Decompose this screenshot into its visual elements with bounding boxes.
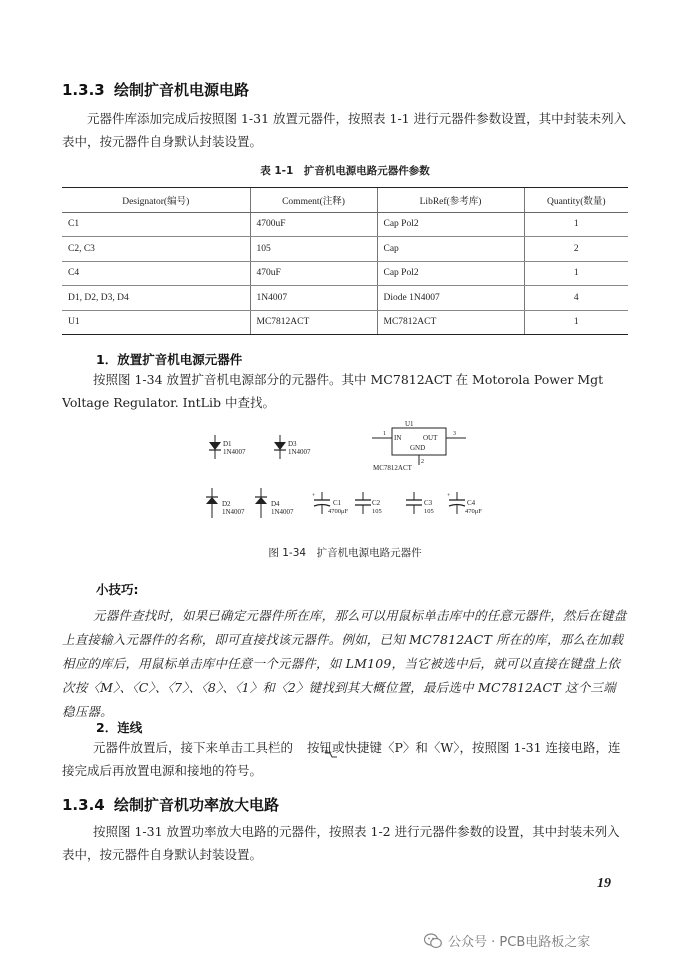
tip-paragraph: 元器件查找时，如果已确定元器件所在库，那么可以用鼠标单击库中的任意元器件，然后在键盘上直接输入元器件的名称，即可直接找该元器件。例如，已知 MC7812ACT 所在的库，那么在加载相应的库后，用鼠标单击库中任意一个元器件，如 LM109，当它被选中后，就可以直接在键盘上依次按〈M〉、〈C〉、〈7〉、〈8〉、〈1〉和〈2〉键找到其大概位置，最后选中 MC7812ACT 这个三端稳压器。 bbox=[62, 608, 627, 719]
header-quantity: Quantity(数量) bbox=[524, 188, 628, 213]
cell-comment: MC7812ACT bbox=[250, 310, 377, 335]
section-heading-1-3-3 bbox=[62, 79, 249, 100]
step2-title: 2．连线 bbox=[96, 720, 143, 735]
step1-title: 1．放置扩音机电源元器件 bbox=[96, 352, 243, 367]
d4-value: 1N4007 bbox=[271, 508, 294, 516]
u1-out-label: OUT bbox=[423, 434, 438, 442]
diode-d4 bbox=[255, 488, 294, 518]
u1-in-label: IN bbox=[394, 434, 402, 442]
watermark bbox=[424, 931, 590, 950]
table-row bbox=[62, 286, 628, 311]
capacitor-c3 bbox=[406, 492, 434, 515]
component-parameter-table bbox=[62, 187, 628, 335]
cell-quantity: 4 bbox=[524, 286, 628, 311]
cell-comment: 1N4007 bbox=[250, 286, 377, 311]
cell-designator: C2, C3 bbox=[62, 237, 250, 262]
header-designator: Designator(编号) bbox=[62, 188, 250, 213]
section-number: 1.3.3 bbox=[62, 81, 105, 99]
cell-libref: Diode 1N4007 bbox=[377, 286, 524, 311]
d1-ref: D1 bbox=[223, 440, 232, 448]
svg-text:+: + bbox=[447, 493, 451, 499]
component-figure bbox=[195, 418, 495, 528]
cell-designator: U1 bbox=[62, 310, 250, 335]
section-title: 绘制扩音机功率放大电路 bbox=[114, 796, 280, 814]
cell-comment: 4700uF bbox=[250, 212, 377, 237]
intro-paragraph: 元器件库添加完成后按照图 1-31 放置元器件，按照表 1-1 进行元器件参数设置，其中封装未列入表中，按元器件自身默认封装设置。 bbox=[62, 111, 627, 149]
table-row bbox=[62, 212, 628, 237]
cell-libref: Cap bbox=[377, 237, 524, 262]
cell-libref: Cap Pol2 bbox=[377, 261, 524, 286]
cell-quantity: 1 bbox=[524, 261, 628, 286]
c1-ref: C1 bbox=[333, 499, 342, 507]
step2-paragraph bbox=[62, 736, 628, 782]
section-number: 1.3.4 bbox=[62, 796, 105, 814]
outro-paragraph: 按照图 1-31 放置功率放大电路的元器件，按照表 1-2 进行元器件参数的设置，其中封装未列入表中，按元器件自身默认封装设置。 bbox=[62, 824, 620, 862]
wechat-icon bbox=[424, 933, 442, 949]
c3-ref: C3 bbox=[424, 499, 433, 507]
header-libref: LibRef(参考库) bbox=[377, 188, 524, 213]
c2-ref: C2 bbox=[372, 499, 381, 507]
d2-value: 1N4007 bbox=[222, 508, 245, 516]
u1-pin2: 2 bbox=[421, 459, 424, 465]
d4-ref: D4 bbox=[271, 500, 280, 508]
table-header-row bbox=[62, 188, 628, 213]
section-heading-1-3-4 bbox=[62, 794, 279, 815]
figure-caption: 图 1-34 扩音机电源电路元器件 bbox=[268, 547, 422, 559]
watermark-text: 公众号 · PCB电路板之家 bbox=[448, 935, 591, 950]
d3-value: 1N4007 bbox=[288, 448, 311, 456]
cell-quantity: 2 bbox=[524, 237, 628, 262]
cell-comment: 470uF bbox=[250, 261, 377, 286]
svg-text:+: + bbox=[312, 493, 316, 499]
tip-title: 小技巧: bbox=[96, 582, 139, 597]
diode-d2 bbox=[206, 488, 245, 518]
cell-quantity: 1 bbox=[524, 212, 628, 237]
regulator-u1 bbox=[372, 420, 466, 472]
cell-designator: C1 bbox=[62, 212, 250, 237]
cell-comment: 105 bbox=[250, 237, 377, 262]
cell-quantity: 1 bbox=[524, 310, 628, 335]
c3-value: 105 bbox=[424, 508, 434, 515]
cell-libref: MC7812ACT bbox=[377, 310, 524, 335]
u1-gnd-label: GND bbox=[410, 444, 426, 452]
c4-value: 470μF bbox=[465, 508, 482, 515]
diode-d3 bbox=[274, 435, 311, 459]
section-title: 绘制扩音机电源电路 bbox=[114, 81, 250, 99]
capacitor-c1 bbox=[312, 492, 348, 515]
step2-text-after: 按钮或快捷键〈P〉和〈W〉，按照图 1-31 连接电路，连接完成后再放置电源和接地的符号。 bbox=[62, 740, 621, 778]
d1-value: 1N4007 bbox=[223, 448, 246, 456]
c2-value: 105 bbox=[372, 508, 382, 515]
table-caption: 表 1-1 扩音机电源电路元器件参数 bbox=[260, 165, 430, 177]
table-row bbox=[62, 261, 628, 286]
u1-pin3: 3 bbox=[453, 431, 456, 437]
page-number: 19 bbox=[597, 876, 611, 891]
diode-d1 bbox=[209, 435, 246, 459]
step2-text-before: 元器件放置后，接下来单击工具栏的 bbox=[93, 740, 294, 755]
step1-paragraph: 按照图 1-34 放置扩音机电源部分的元器件。其中 MC7812ACT 在 Motorola Power Mgt Voltage Regulator. IntLib 中查找。 bbox=[62, 372, 604, 410]
cell-designator: D1, D2, D3, D4 bbox=[62, 286, 250, 311]
wire-tool-icon bbox=[293, 744, 307, 754]
cell-libref: Cap Pol2 bbox=[377, 212, 524, 237]
capacitor-c4 bbox=[447, 492, 482, 515]
cell-designator: C4 bbox=[62, 261, 250, 286]
d2-ref: D2 bbox=[222, 500, 231, 508]
table-row bbox=[62, 310, 628, 335]
u1-part: MC7812ACT bbox=[373, 464, 412, 472]
table-row bbox=[62, 237, 628, 262]
d3-ref: D3 bbox=[288, 440, 297, 448]
header-comment: Comment(注释) bbox=[250, 188, 377, 213]
c4-ref: C4 bbox=[467, 499, 476, 507]
u1-ref: U1 bbox=[405, 420, 414, 428]
c1-value: 4700μF bbox=[328, 508, 349, 515]
capacitor-c2 bbox=[355, 492, 382, 515]
u1-pin1: 1 bbox=[383, 431, 386, 437]
